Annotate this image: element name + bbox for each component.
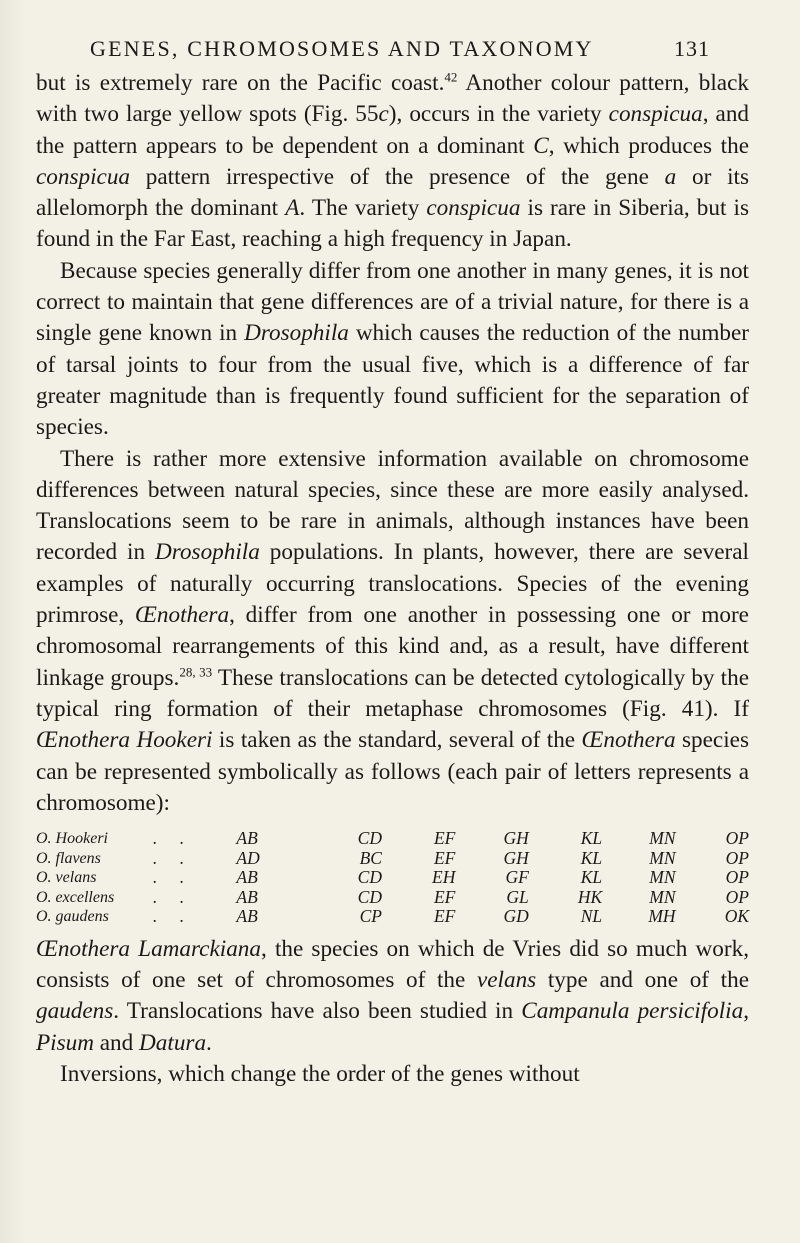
variety-name: conspicua bbox=[608, 101, 703, 128]
species-cell: O. gaudens bbox=[36, 908, 109, 926]
variety-name: conspicua bbox=[36, 163, 131, 190]
variety-name: conspicua bbox=[426, 195, 521, 222]
chromosome-cell: MH bbox=[648, 906, 676, 927]
chromosome-cell: GH bbox=[503, 847, 529, 868]
text-run: . bbox=[206, 1029, 212, 1056]
chromosome-cell: KL bbox=[580, 867, 603, 888]
text-run: species can be represented symbolically as follows (each pair of letters represents a chromosome): bbox=[36, 727, 749, 816]
gene-symbol: a bbox=[664, 163, 677, 190]
leader-dots: . . bbox=[152, 906, 185, 927]
text-run: is taken as the standard, several of the bbox=[212, 727, 582, 754]
text-run: pattern irrespective of the presence of the gene bbox=[130, 163, 665, 190]
chromosome-cell: MN bbox=[649, 847, 676, 868]
chromosome-cell: MN bbox=[649, 886, 676, 907]
chromosome-cell: AB bbox=[236, 867, 258, 888]
chromosome-cell: AB bbox=[236, 886, 258, 907]
text-run: . Translocations have also been studied in bbox=[113, 998, 522, 1025]
paragraph-1 bbox=[36, 68, 749, 256]
chromosome-cell: OP bbox=[725, 886, 749, 907]
genus-name: Œnothera bbox=[581, 727, 676, 754]
species-cell: O. velans bbox=[36, 869, 97, 887]
page-edge-shadow bbox=[0, 0, 26, 1243]
chromosome-cell: MN bbox=[649, 828, 676, 849]
text-run: , and the pattern appears to be dependent on a dominant bbox=[36, 101, 750, 159]
text-run: , bbox=[743, 998, 750, 1025]
text-run: is rare in Siberia, but is found in the Far East, reaching a high frequency in Japan. bbox=[36, 195, 749, 253]
text-run: Inversions, which change the order of the genes without bbox=[60, 1060, 580, 1087]
chromosome-cell: KL bbox=[580, 828, 603, 849]
text-run: or its allelomorph the dominant bbox=[36, 163, 749, 222]
chromosome-cell: CP bbox=[359, 906, 382, 927]
text-run: Another colour pattern, black with two large yellow spots (Fig. 55 bbox=[36, 70, 749, 128]
body-text bbox=[36, 68, 749, 1090]
table-row bbox=[36, 829, 749, 849]
chromosome-cell: OP bbox=[725, 867, 749, 888]
chromosome-cell: MN bbox=[649, 867, 676, 888]
leader-dots: . . bbox=[152, 828, 185, 849]
gene-symbol: A bbox=[285, 195, 300, 222]
running-title: GENES, CHROMOSOMES AND TAXONOMY bbox=[90, 36, 594, 61]
text-run: populations. In plants, however, there are several examples of naturally occurring translocations. Species of the evening primrose, bbox=[36, 539, 749, 629]
text-run: and bbox=[93, 1029, 140, 1056]
paragraph-5 bbox=[36, 1059, 749, 1090]
chromosome-cell: BC bbox=[359, 847, 382, 868]
genus-name: Œnothera bbox=[135, 602, 230, 629]
table-row bbox=[36, 888, 749, 908]
text-run: ), occurs in the variety bbox=[388, 101, 609, 128]
species-cell: O. excellens bbox=[36, 888, 115, 906]
running-header bbox=[90, 36, 710, 62]
chromosome-cell: OP bbox=[725, 828, 749, 849]
text-run: type and one of the bbox=[536, 966, 749, 993]
chromosome-cell: AB bbox=[236, 906, 258, 927]
chromosome-cell: AD bbox=[236, 847, 260, 868]
chromosome-cell: GD bbox=[503, 906, 529, 927]
chromosome-cell: NL bbox=[580, 906, 603, 927]
chromosome-cell: EF bbox=[433, 828, 456, 849]
chromosome-cell: KL bbox=[580, 847, 603, 868]
text-run: There is rather more extensive information available on chromosome differences between natural species, since these are more easily analysed. Translocations seem to be rare in animals, although instances have been recorded in bbox=[36, 445, 749, 566]
variety-name: velans bbox=[476, 966, 537, 993]
figure-letter: c bbox=[378, 101, 389, 128]
reference-superscript: 42 bbox=[444, 69, 458, 85]
text-run: . The variety bbox=[299, 195, 427, 222]
chromosome-cell: EF bbox=[433, 847, 456, 868]
text-run: , which produces the bbox=[548, 132, 749, 159]
species-cell: O. flavens bbox=[36, 849, 101, 867]
leader-dots: . . bbox=[152, 867, 185, 888]
genus-name: Pisum bbox=[36, 1029, 94, 1056]
variety-name: gaudens bbox=[36, 998, 114, 1025]
chromosome-cell: CD bbox=[357, 828, 382, 849]
genus-name: Datura bbox=[139, 1029, 207, 1056]
table-row bbox=[36, 868, 749, 888]
chromosome-cell: GH bbox=[503, 828, 529, 849]
text-run: These translocations can be detected cytologically by the typical ring formation of their metaphase chromosomes (Fig. 41). If bbox=[36, 664, 750, 722]
chromosome-cell: OP bbox=[725, 847, 749, 868]
reference-superscript: 28, 33 bbox=[179, 663, 213, 679]
chromosome-cell: HK bbox=[577, 886, 603, 907]
text-run: , differ from one another in possessing one or more chromosomal rearrangements of this kind and, as a result, have different linkage groups. bbox=[36, 602, 749, 691]
chromosome-cell: EH bbox=[432, 867, 456, 888]
leader-dots: . . bbox=[152, 886, 185, 907]
chromosome-cell: CD bbox=[357, 867, 382, 888]
chromosome-cell: OK bbox=[724, 906, 749, 927]
text-run: which causes the reduction of the number of tarsal joints to four from the usual five, which is a difference of far greater magnitude than is frequently found sufficient for the separation of species. bbox=[36, 320, 749, 441]
paragraph-2 bbox=[36, 256, 749, 444]
paragraph-4 bbox=[36, 934, 749, 1059]
chromosome-cell: GF bbox=[505, 867, 529, 888]
chromosome-cell: EF bbox=[433, 906, 456, 927]
chromosome-cell: AB bbox=[236, 828, 258, 849]
species-name: Campanula persicifolia bbox=[521, 998, 744, 1025]
species-name: Œnothera Hookeri bbox=[36, 727, 213, 754]
gene-symbol: C bbox=[533, 132, 549, 159]
table-row bbox=[36, 849, 749, 869]
chromosome-cell: CD bbox=[357, 886, 382, 907]
leader-dots: . . bbox=[152, 847, 185, 868]
chromosome-cell: EF bbox=[433, 886, 456, 907]
paragraph-3 bbox=[36, 444, 749, 820]
species-name: Œnothera Lamarckiana bbox=[36, 935, 261, 962]
chromosome-table bbox=[36, 829, 749, 927]
page-number: 131 bbox=[674, 36, 710, 61]
text-run: , the species on which de Vries did so much work, consists of one set of chromosomes of the bbox=[36, 935, 749, 993]
text-run: but is extremely rare on the Pacific coast. bbox=[36, 70, 445, 96]
text-run: Because species generally differ from one another in many genes, it is not correct to maintain that gene differences are of a trivial nature, for there is a single gene known in bbox=[36, 257, 749, 347]
species-cell: O. Hookeri bbox=[36, 830, 108, 848]
genus-name: Drosophila bbox=[244, 320, 349, 347]
chromosome-cell: GL bbox=[506, 886, 529, 907]
genus-name: Drosophila bbox=[155, 539, 260, 566]
table-row bbox=[36, 907, 749, 927]
